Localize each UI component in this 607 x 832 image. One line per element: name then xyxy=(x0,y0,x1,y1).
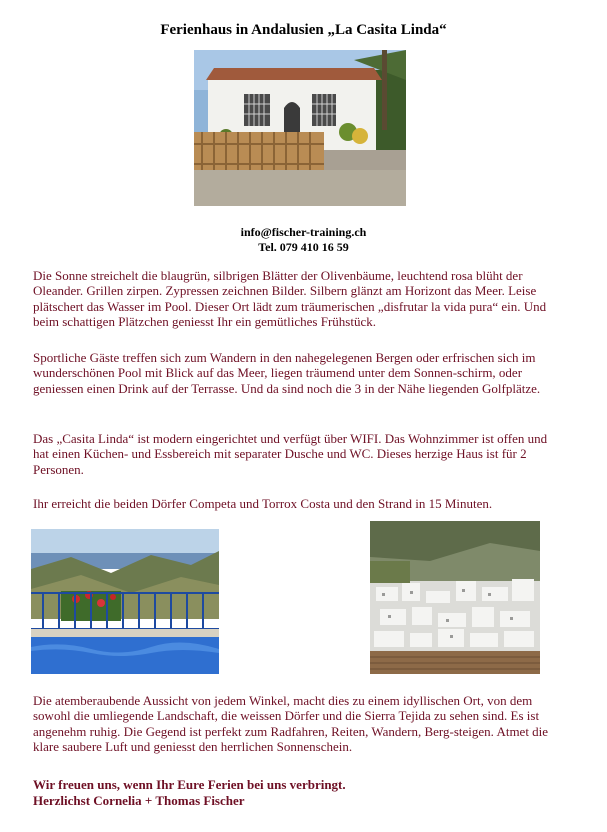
paragraph-intro: Die Sonne streichelt die blaugrün, silbrigen Blätter der Olivenbäume, leuchtend rosa blüht der Oleander. Grillen zirpen. Zypressen zeichnen Bilder. Silbern glänzt am Horizont das Meer. Leise plätschert das Wasser im Pool. Dieser Ort lädt zum träumerischen „disfrutar la vida pura“ ein. Und beim schattigen Plätzchen geniesst Ihr ein gemütliches Frühstück. xyxy=(33,268,547,330)
closing-greeting: Wir freuen uns, wenn Ihr Eure Ferien bei uns verbringt. xyxy=(33,777,346,792)
paragraph-amenities: Das „Casita Linda“ ist modern eingerichtet und verfügt über WIFI. Das Wohnzimmer ist offen und hat einen Küchen- und Essbereich mit separater Dusche und WC. Dieses herzige Haus ist für 2 Personen. xyxy=(33,431,548,477)
paragraph-surroundings: Die atemberaubende Aussicht von jedem Winkel, macht dies zu einem idyllischen Ort, von dem sowohl die umliegende Landschaft, die weissen Dörfer und die Sierra Tejida zu sehen sind. Es ist angenehm ruhig. Die Gegend ist perfekt zum Radfahren, Reiten, Wandern, Berg-steigen. Atmet die klare saubere Luft und geniesst den herrlichen Sonnenschein. xyxy=(33,693,549,755)
house-photo xyxy=(194,50,406,206)
page-title: Ferienhaus in Andalusien „La Casita Linda“ xyxy=(160,22,447,38)
closing-signature: Herzlichst Cornelia + Thomas Fischer xyxy=(33,793,245,808)
pool-view-photo xyxy=(31,529,219,674)
contact-phone: Tel. 079 410 16 59 xyxy=(258,240,349,254)
paragraph-location: Ihr erreicht die beiden Dörfer Competa und Torrox Costa und den Strand in 15 Minuten. xyxy=(33,496,493,511)
village-photo xyxy=(370,521,540,674)
contact-email[interactable]: info@fischer-training.ch xyxy=(240,225,367,239)
paragraph-activities: Sportliche Gäste treffen sich zum Wandern in den nahegelegenen Bergen oder erfrischen sich im wunderschönen Pool mit Blick auf das Meer, liegen träumend unter dem Sonnen-schirm, oder geniessen einen Drink auf der Terrasse. Und da sind noch die 3 in der Nähe liegenden Golfplätze. xyxy=(33,350,541,396)
